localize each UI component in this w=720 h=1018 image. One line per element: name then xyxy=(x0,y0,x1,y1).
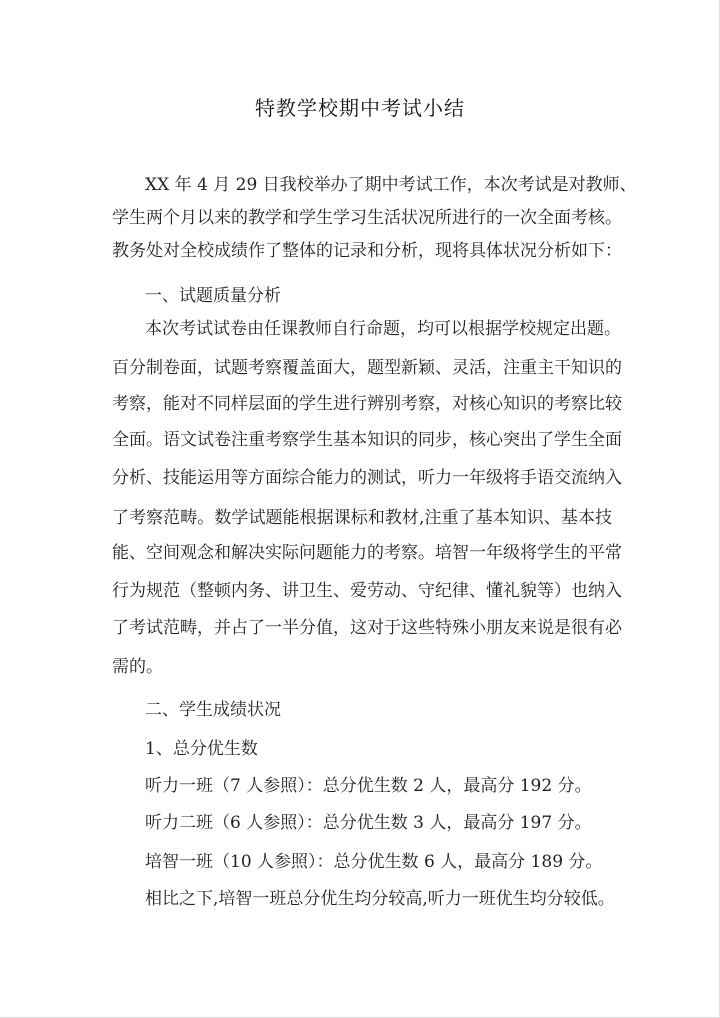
paragraph-line: XX 年 4 月 29 日我校举办了期中考试工作，本次考试是对教师、 xyxy=(145,175,637,195)
paragraph-line: 本次考试试卷由任课教师自行命题，均可以根据学校规定出题。 xyxy=(145,319,621,339)
class-result-line: 培智一班（10 人参照）：总分优生数 6 人，最高分 189 分。 xyxy=(145,852,603,872)
paragraph-line: 需的。 xyxy=(112,657,163,677)
paragraph-line: 了考试范畴，并占了一半分值，这对于这些特殊小朋友来说是很有必 xyxy=(112,618,622,638)
paragraph-line: 全面。语文试卷注重考察学生基本知识的同步，核心突出了学生全面 xyxy=(112,430,622,450)
class-result-line: 听力二班（6 人参照）：总分优生数 3 人，最高分 197 分。 xyxy=(145,813,592,833)
paragraph-line: 分析、技能运用等方面综合能力的测试，听力一年级将手语交流纳入 xyxy=(112,468,622,488)
paragraph-line: 能、空间观念和解决实际问题能力的考察。培智一年级将学生的平常 xyxy=(112,543,622,563)
paragraph-line: 教务处对全校成绩作了整体的记录和分析，现将具体状况分析如下： xyxy=(112,241,622,261)
paragraph-line: 了考察范畴。数学试题能根据课标和教材,注重了基本知识、基本技 xyxy=(112,508,612,528)
paragraph-line: 考察，能对不同样层面的学生进行辨别考察，对核心知识的考察比较 xyxy=(112,394,622,414)
section-heading: 二、学生成绩状况 xyxy=(145,700,281,720)
subsection-heading: 1、总分优生数 xyxy=(145,739,258,759)
paragraph-line: 学生两个月以来的教学和学生学习生活状况所进行的一次全面考核。 xyxy=(112,208,622,228)
section-heading: 一、试题质量分析 xyxy=(145,286,281,306)
class-result-line: 听力一班（7 人参照）：总分优生数 2 人，最高分 192 分。 xyxy=(145,776,592,796)
paragraph-line: 相比之下,培智一班总分优生均分较高,听力一班优生均分较低。 xyxy=(145,889,615,909)
paragraph-line: 行为规范（整顿内务、讲卫生、爱劳动、守纪律、懂礼貌等）也纳入 xyxy=(112,581,622,601)
document-title: 特教学校期中考试小结 xyxy=(255,96,465,120)
paragraph-line: 百分制卷面，试题考察覆盖面大，题型新颖、灵活，注重主干知识的 xyxy=(112,358,622,378)
